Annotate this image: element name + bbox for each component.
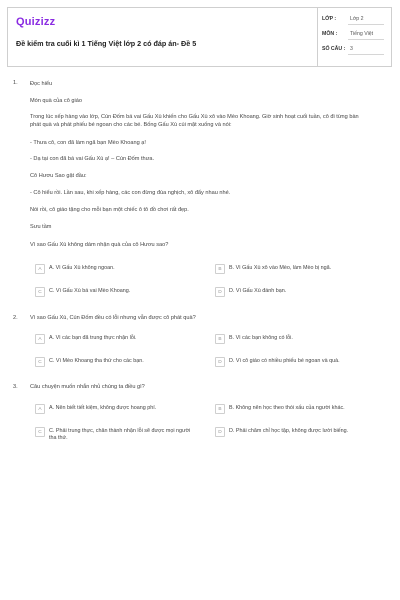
meta-divider: [317, 8, 318, 66]
meta-row-subject: [322, 29, 390, 43]
question-1-number: 1.: [13, 80, 18, 86]
question-1-text: Vì sao Gấu Xù không dám nhận quà của cô Hươu sao?: [30, 242, 169, 248]
q1-option-a[interactable]: [35, 264, 205, 276]
q2-option-c[interactable]: [35, 357, 205, 369]
option-letter-box: D: [215, 427, 225, 437]
meta-label-grade: LỚP :: [322, 16, 337, 22]
q2-option-a[interactable]: [35, 334, 205, 346]
option-letter-box: D: [215, 357, 225, 367]
passage-paragraph: - Thưa cô, con đã làm ngã bạn Mèo Khoang ạ!: [30, 140, 146, 146]
question-2-text: Vì sao Gấu Xù, Cún Đốm đều có lỗi nhưng vẫn được cô phát quà?: [30, 315, 196, 321]
passage-title: Món quà của cô giáo: [30, 98, 82, 104]
option-text: B. Không nên học theo thói xấu của người khác.: [229, 405, 345, 411]
meta-label-subject: MÔN :: [322, 31, 338, 37]
meta-row-question-count: [322, 44, 390, 58]
option-letter-box: B: [215, 334, 225, 344]
header-box: [7, 7, 392, 67]
option-letter-box: A: [35, 404, 45, 414]
q1-option-d[interactable]: [215, 287, 390, 299]
q2-option-d[interactable]: [215, 357, 395, 369]
q3-option-c[interactable]: [35, 427, 205, 445]
meta-underline: [348, 54, 384, 55]
option-text: A. Nên biết tiết kiệm, không được hoang phí.: [49, 405, 157, 411]
q3-option-b[interactable]: [215, 404, 395, 416]
option-text: D. Vì Gấu Xù đánh bạn.: [229, 288, 287, 294]
meta-underline: [348, 24, 384, 25]
option-text: D. Phải chăm chỉ học tập, không được lười biếng.: [229, 428, 349, 434]
quizizz-logo: Quizizz: [16, 16, 56, 28]
q1-option-c[interactable]: [35, 287, 205, 299]
meta-label-question-count: SỐ CÂU :: [322, 46, 346, 52]
option-text: D. Vì cô giáo có nhiều phiếu bé ngoan và quà.: [229, 358, 340, 364]
passage-paragraph: Nói rồi, cô giáo tặng cho mỗi bạn một chiếc ô tô đồ chơi rất đẹp.: [30, 207, 189, 213]
option-letter-box: C: [35, 357, 45, 367]
option-letter-box: A: [35, 264, 45, 274]
document-title: Đề kiểm tra cuối kì 1 Tiếng Việt lớp 2 có đáp án- Đề 5: [16, 39, 197, 48]
meta-underline: [348, 39, 384, 40]
meta-value-subject: Tiếng Việt: [350, 31, 374, 37]
q2-option-b[interactable]: [215, 334, 390, 346]
question-2-number: 2.: [13, 315, 18, 321]
q3-option-a[interactable]: [35, 404, 205, 416]
question-3-number: 3.: [13, 384, 18, 390]
q3-option-d[interactable]: [215, 427, 395, 439]
reading-section-label: Đọc hiểu: [30, 81, 53, 87]
meta-value-grade: Lớp 2: [350, 16, 364, 22]
option-letter-box: C: [35, 427, 45, 437]
option-text: C. Phải trung thực, chân thành nhận lỗi sẽ được mọi người tha thứ.: [49, 428, 191, 441]
option-letter-box: C: [35, 287, 45, 297]
option-letter-box: B: [215, 404, 225, 414]
option-text: A. Vì các bạn đã trung thực nhận lỗi.: [49, 335, 137, 341]
passage-paragraph: - Dạ tại con đã bá vai Gấu Xù ạ! – Cún Đốm thưa.: [30, 156, 155, 162]
passage-paragraph: - Cô hiểu rồi. Lần sau, khi xếp hàng, các con đừng đùa nghịch, xô đẩy nhau nhé.: [30, 190, 231, 196]
passage-source: Sưu tầm: [30, 224, 52, 230]
question-3-text: Câu chuyện muốn nhắn nhủ chúng ta điều gì?: [30, 384, 145, 390]
option-text: B. Vì Gấu Xù xô vào Mèo, làm Mèo bị ngã.: [229, 265, 332, 271]
option-text: C. Vì Gấu Xù bá vai Mèo Khoang.: [49, 288, 131, 294]
option-letter-box: B: [215, 264, 225, 274]
option-letter-box: A: [35, 334, 45, 344]
meta-value-question-count: 3: [350, 46, 353, 52]
option-text: C. Vì Mèo Khoang tha thứ cho các bạn.: [49, 358, 144, 364]
q1-option-b[interactable]: [215, 264, 390, 276]
meta-row-grade: [322, 14, 390, 28]
passage-paragraph: Trong lúc xếp hàng vào lớp, Cún Đốm bá vai Gấu Xù khiến cho Gấu Xù xô vào Mèo Khoang. Giờ sinh hoạt cuối tuần, cô đi từng bàn phát quà và phát phiếu bé ngoan cho các bé. Bống Gấu Xù cúi mặt xuống và nói:: [30, 114, 359, 128]
option-letter-box: D: [215, 287, 225, 297]
option-text: B. Vì các bạn không có lỗi.: [229, 335, 293, 341]
option-text: A. Vì Gấu Xù không ngoan.: [49, 265, 115, 271]
passage-paragraph: Cô Hươu Sao gật đầu:: [30, 173, 87, 179]
